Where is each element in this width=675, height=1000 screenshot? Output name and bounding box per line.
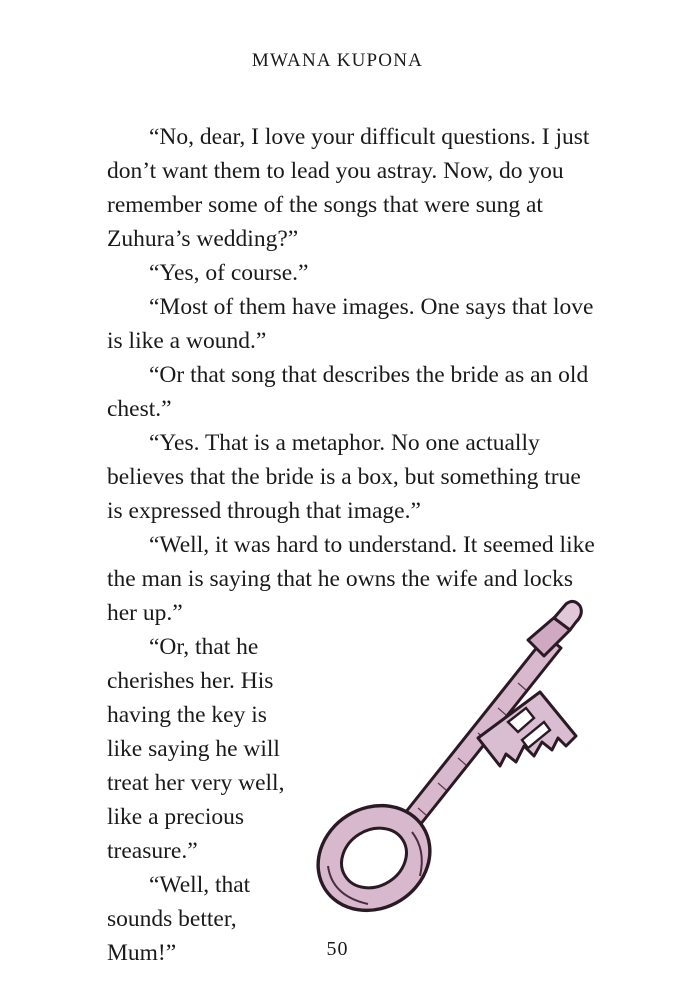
paragraph: “Well, it was hard to understand. It seemed like the man is saying that he owns the wife and locks her up.”	[107, 532, 595, 626]
paragraph: “Or, that he cherishes her. His having the key is like saying he will treat her very well, like a precious treasure.”	[107, 634, 285, 864]
running-head: MWANA KUPONA	[251, 50, 424, 71]
paragraph: “No, dear, I love your difficult questions. I just don’t want them to lead you astray. Now, do you remember some of the songs that were sung at Zuhura’s wedding?”	[107, 124, 590, 252]
paragraph: “Most of them have images. One says that love is like a wound.”	[107, 294, 594, 354]
paragraph: “Well, that sounds better, Mum!”	[107, 872, 251, 966]
page-number: 50	[326, 938, 349, 960]
paragraph: “Yes, of course.”	[149, 260, 309, 286]
paragraph: “Or that song that describes the bride as an old chest.”	[107, 362, 589, 422]
key-icon	[308, 596, 598, 926]
paragraph: “Yes. That is a metaphor. No one actually believes that the bride is a box, but something true is expressed through that image.”	[107, 430, 581, 524]
